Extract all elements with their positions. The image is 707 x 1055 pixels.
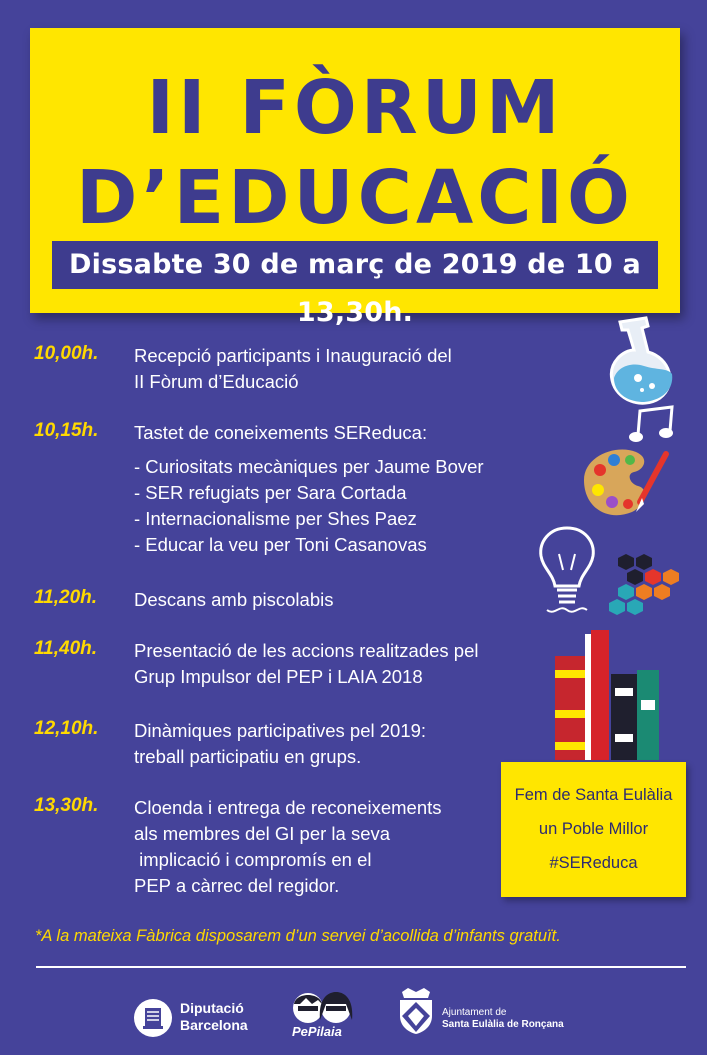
slogan-line: Fem de Santa Eulàlia bbox=[514, 786, 673, 804]
schedule-time: 11,40h. bbox=[34, 638, 98, 659]
diputacio-logo-icon bbox=[133, 998, 173, 1038]
schedule-time: 10,00h. bbox=[34, 343, 99, 364]
ajuntament-logo-icon bbox=[396, 986, 436, 1036]
header-banner bbox=[30, 28, 680, 328]
event-title-line1: II FÒRUM bbox=[146, 65, 564, 151]
schedule-time: 13,30h. bbox=[34, 795, 99, 816]
divider bbox=[36, 966, 686, 968]
pepilaia-logo-text: PePilaia bbox=[292, 1024, 342, 1039]
talk-item: - Educar la veu per Toni Casanovas bbox=[134, 534, 427, 555]
description-line: Cloenda i entrega de reconeixements bbox=[134, 797, 442, 818]
schedule-time: 10,15h. bbox=[34, 420, 99, 441]
diputacio-logo-text bbox=[180, 1000, 248, 1034]
books-icon bbox=[555, 630, 665, 760]
description-line: implicació i compromís en el bbox=[134, 849, 372, 870]
description-line: Descans amb piscolabis bbox=[134, 589, 334, 610]
talk-item: - Curiositats mecàniques per Jaume Bover bbox=[134, 456, 484, 477]
pepilaia-logo-icon bbox=[290, 990, 354, 1026]
description-line: als membres del GI per la seva bbox=[134, 823, 391, 844]
schedule-description bbox=[134, 795, 442, 899]
hexagon-pattern-icon bbox=[608, 554, 684, 620]
ajuntament-line: Santa Eulàlia de Ronçana bbox=[442, 1019, 564, 1030]
slogan-box bbox=[501, 762, 686, 897]
slogan-line: un Poble Millor bbox=[538, 820, 649, 838]
event-title-line2: D’EDUCACIÓ bbox=[76, 155, 634, 241]
slogan-hashtag: #SEReduca bbox=[549, 854, 638, 872]
diputacio-line: Diputació bbox=[180, 1000, 244, 1016]
description-line: PEP a càrrec del regidor. bbox=[134, 875, 340, 896]
paint-palette-icon bbox=[578, 442, 678, 522]
schedule-time: 12,10h. bbox=[34, 718, 99, 739]
lightbulb-icon bbox=[537, 524, 597, 620]
ajuntament-logo-text bbox=[442, 1007, 564, 1031]
flask-icon bbox=[598, 316, 688, 406]
description-line: Tastet de coneixements SEReduca: bbox=[134, 422, 428, 443]
schedule-description bbox=[134, 718, 426, 770]
description-line: Recepció participants i Inauguració del bbox=[134, 345, 452, 366]
music-note-icon bbox=[628, 405, 682, 445]
childcare-note: *A la mateixa Fàbrica disposarem d’un servei d’acollida d’infants gratuït. bbox=[35, 927, 561, 945]
description-line: II Fòrum d’Educació bbox=[134, 371, 299, 392]
schedule-description bbox=[134, 587, 333, 613]
ajuntament-line: Ajuntament de bbox=[442, 1007, 507, 1018]
description-line: Presentació de les accions realitzades pel bbox=[134, 640, 479, 661]
diputacio-line: Barcelona bbox=[180, 1017, 248, 1033]
talk-list bbox=[134, 454, 484, 558]
description-line: Dinàmiques participatives pel 2019: bbox=[134, 720, 427, 741]
description-line: Grup Impulsor del PEP i LAIA 2018 bbox=[134, 666, 423, 687]
talk-item: - SER refugiats per Sara Cortada bbox=[134, 482, 407, 503]
schedule-description bbox=[134, 420, 427, 446]
schedule-description bbox=[134, 638, 479, 690]
schedule-description bbox=[134, 343, 452, 395]
description-line: treball participatiu en grups. bbox=[134, 746, 362, 767]
event-date: Dissabte 30 de març de 2019 de 10 a 13,30h. bbox=[52, 241, 658, 289]
schedule-time: 11,20h. bbox=[34, 587, 98, 608]
talk-item: - Internacionalisme per Shes Paez bbox=[134, 508, 417, 529]
